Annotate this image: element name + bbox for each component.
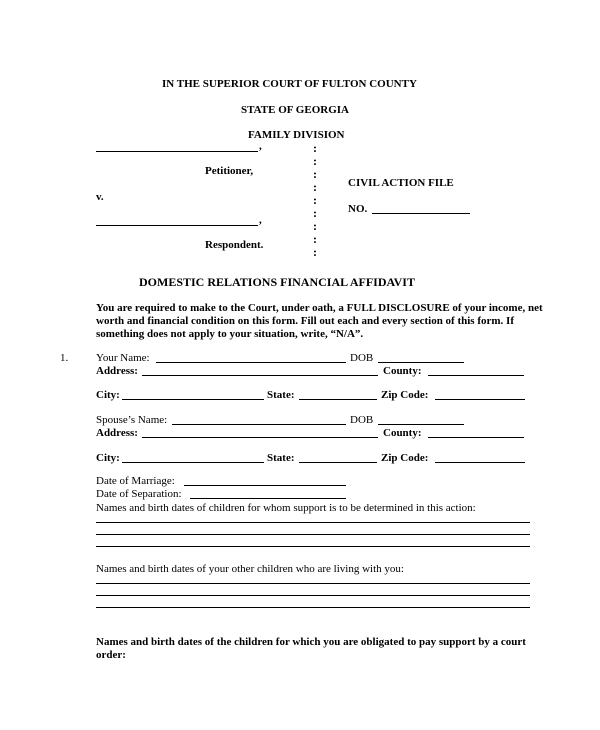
children-support-line[interactable] <box>96 522 530 523</box>
spouse-county-line[interactable] <box>428 437 524 438</box>
spouse-name-line[interactable] <box>172 424 346 425</box>
caption-colon: : <box>313 245 317 259</box>
date-of-separation-line[interactable] <box>190 498 346 499</box>
caption-colon: : <box>313 154 317 168</box>
case-number-line[interactable] <box>372 213 470 214</box>
caption-colon: : <box>313 167 317 181</box>
court-name: IN THE SUPERIOR COURT OF FULTON COUNTY <box>162 78 417 90</box>
your-state-label: State: <box>267 389 295 401</box>
spouse-address-line[interactable] <box>142 437 378 438</box>
your-county-label: County: <box>383 365 422 377</box>
spouse-dob-label: DOB <box>350 414 374 426</box>
division-name: FAMILY DIVISION <box>248 129 345 141</box>
respondent-comma: , <box>259 214 262 226</box>
form-title: DOMESTIC RELATIONS FINANCIAL AFFIDAVIT <box>139 275 415 289</box>
caption-colon: : <box>313 193 317 207</box>
your-address-line[interactable] <box>142 375 378 376</box>
your-dob-label: DOB <box>350 352 374 364</box>
spouse-state-label: State: <box>267 452 295 464</box>
petitioner-comma: , <box>259 140 262 152</box>
other-children-label: Names and birth dates of your other children who are living with you: <box>96 563 404 575</box>
caption-colon: : <box>313 232 317 246</box>
your-city-line[interactable] <box>122 399 264 400</box>
other-children-line[interactable] <box>96 583 530 584</box>
caption-colon: : <box>313 180 317 194</box>
date-of-separation-label: Date of Separation: <box>96 488 182 500</box>
date-of-marriage-line[interactable] <box>184 485 346 486</box>
spouse-state-line[interactable] <box>299 462 377 463</box>
case-number-label: NO. <box>348 203 368 215</box>
your-address-label: Address: <box>96 365 138 377</box>
children-support-label: Names and birth dates of children for whom support is to be determined in this action: <box>96 502 476 514</box>
state-name: STATE OF GEORGIA <box>241 104 349 116</box>
children-support-line[interactable] <box>96 534 530 535</box>
date-of-marriage-label: Date of Marriage: <box>96 475 175 487</box>
your-zip-line[interactable] <box>435 399 525 400</box>
spouse-address-label: Address: <box>96 427 138 439</box>
respondent-name-line[interactable] <box>96 225 258 226</box>
your-state-line[interactable] <box>299 399 377 400</box>
caption-colon: : <box>313 219 317 233</box>
spouse-city-line[interactable] <box>122 462 264 463</box>
your-county-line[interactable] <box>428 375 524 376</box>
your-name-line[interactable] <box>156 362 346 363</box>
spouse-city-label: City: <box>96 452 120 464</box>
spouse-county-label: County: <box>383 427 422 439</box>
your-zip-label: Zip Code: <box>381 389 429 401</box>
caption-colon: : <box>313 141 317 155</box>
obligated-children-label: Names and birth dates of the children for which you are obligated to pay support by a court order: <box>96 636 526 661</box>
your-dob-line[interactable] <box>378 362 464 363</box>
spouse-dob-line[interactable] <box>378 424 464 425</box>
versus-label: v. <box>96 191 104 203</box>
petitioner-label: Petitioner, <box>205 165 254 177</box>
spouse-zip-line[interactable] <box>435 462 525 463</box>
your-city-label: City: <box>96 389 120 401</box>
petitioner-name-line[interactable] <box>96 151 258 152</box>
caption-colon: : <box>313 206 317 220</box>
intro-paragraph: You are required to make to the Court, under oath, a FULL DISCLOSURE of your income, net worth and financial condition on this form. Fill out each and every section of this form. If something does not apply to your situation, write, “N/A”. <box>96 302 543 340</box>
other-children-line[interactable] <box>96 607 530 608</box>
respondent-label: Respondent. <box>205 239 264 251</box>
children-support-line[interactable] <box>96 546 530 547</box>
other-children-line[interactable] <box>96 595 530 596</box>
spouse-zip-label: Zip Code: <box>381 452 429 464</box>
civil-action-label: CIVIL ACTION FILE <box>348 177 454 189</box>
your-name-label: Your Name: <box>96 352 150 364</box>
spouse-name-label: Spouse’s Name: <box>96 414 168 426</box>
section-number: 1. <box>60 352 69 364</box>
